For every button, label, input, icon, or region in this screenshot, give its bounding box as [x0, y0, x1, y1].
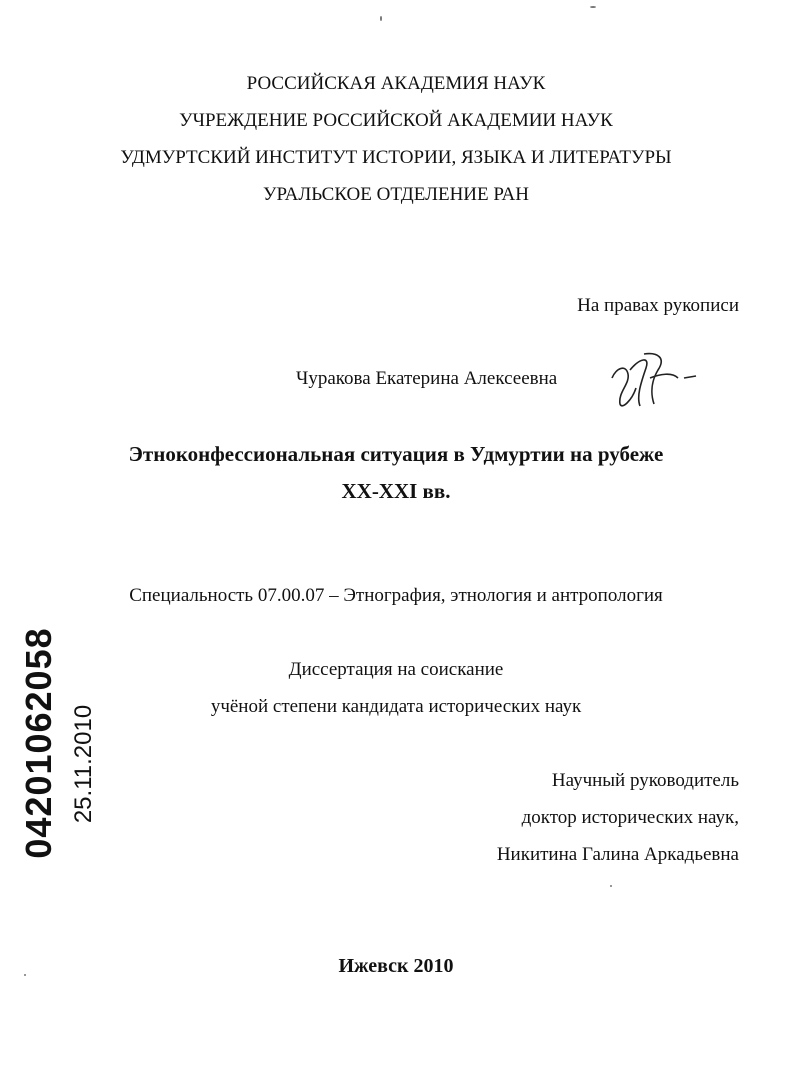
manuscript-note: На правах рукописи [577, 295, 739, 316]
header-line-academy: РОССИЙСКАЯ АКАДЕМИЯ НАУК [246, 73, 546, 94]
supervisor-role: Научный руководитель [551, 770, 739, 791]
supervisor-name: Никитина Галина Аркадьевна [496, 844, 739, 865]
header-line-institute: УДМУРТСКИЙ ИНСТИТУТ ИСТОРИИ, ЯЗЫКА И ЛИТЕРАТУРЫ [120, 147, 672, 168]
signature [606, 348, 702, 412]
dissertation-purpose-line1: Диссертация на соискание [288, 659, 504, 680]
header-line-branch: УРАЛЬСКОЕ ОТДЕЛЕНИЕ РАН [263, 184, 529, 205]
footer-city-year: Ижевск 2010 [338, 955, 454, 977]
scan-speck [380, 16, 382, 21]
supervisor-degree: доктор исторических наук, [521, 807, 739, 828]
library-stamp-date: 25.11.2010 [70, 704, 97, 824]
author-name: Чуракова Екатерина Алексеевна [296, 368, 558, 389]
dissertation-title-line1: Этноконфессиональная ситуация в Удмуртии на рубеже [128, 442, 664, 466]
specialty: Специальность 07.00.07 – Этнография, этнология и антропология [129, 585, 663, 606]
header-line-institution: УЧРЕЖДЕНИЕ РОССИЙСКОЙ АКАДЕМИИ НАУК [179, 110, 613, 131]
library-stamp-id: 04201062058 [18, 627, 59, 859]
scan-speck [610, 885, 612, 887]
dissertation-purpose-line2: учёной степени кандидата исторических наук [210, 696, 582, 717]
scan-speck [24, 974, 26, 976]
scan-speck [590, 6, 596, 8]
dissertation-title-line2: XX-XXI вв. [341, 479, 451, 503]
